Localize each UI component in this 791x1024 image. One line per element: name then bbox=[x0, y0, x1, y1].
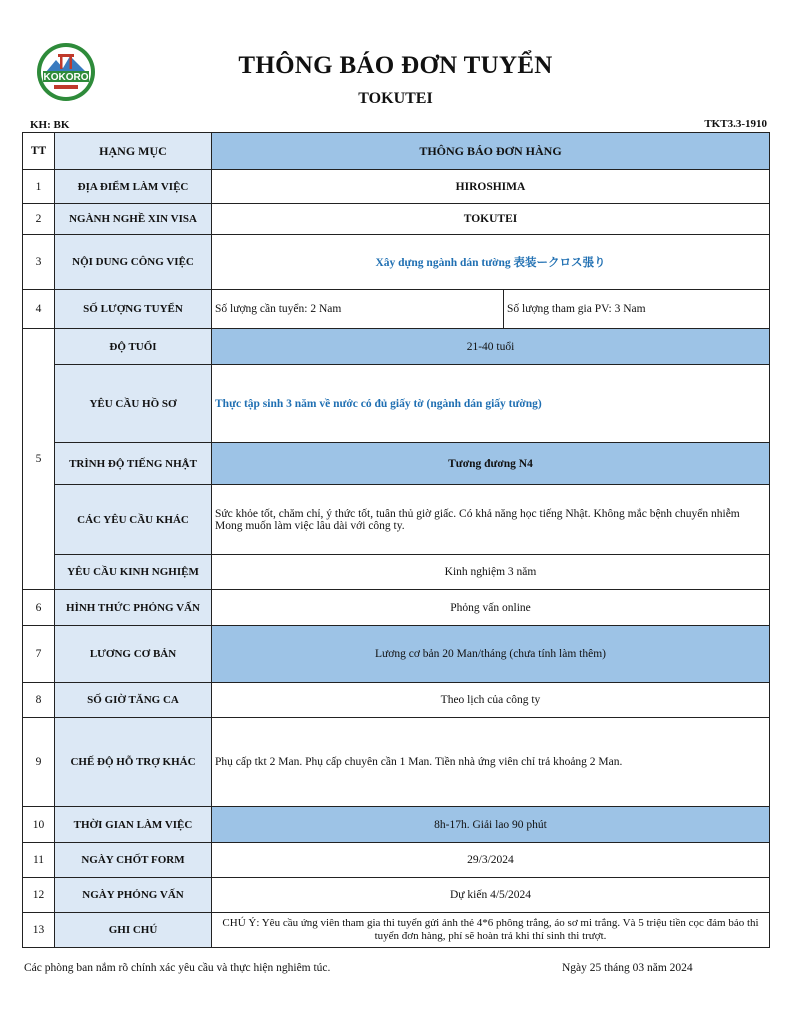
row-category: CÁC YÊU CẦU KHÁC bbox=[55, 485, 212, 555]
row-value: Dự kiến 4/5/2024 bbox=[212, 878, 770, 913]
table-row bbox=[23, 443, 770, 485]
footer-note: Các phòng ban nắm rõ chính xác yêu cầu và thực hiện nghiêm túc. bbox=[24, 962, 331, 974]
table-row bbox=[23, 843, 770, 878]
other-requirements-line2: Mong muốn làm việc lâu dài với công ty. bbox=[215, 519, 405, 532]
table-row bbox=[23, 626, 770, 683]
row-number: 2 bbox=[23, 204, 55, 235]
row-value: Phỏng vấn online bbox=[212, 590, 770, 626]
row-category: YÊU CẦU KINH NGHIỆM bbox=[55, 555, 212, 590]
row-value: Xây dựng ngành dán tường 表装ークロス張り bbox=[212, 235, 770, 290]
row-number: 6 bbox=[23, 590, 55, 626]
row-value: CHÚ Ý: Yêu cầu ứng viên tham gia thi tuyển gửi ảnh thẻ 4*6 phông trắng, áo sơ mi trắng. Và 5 triệu tiền cọc đảm bảo thi tuyển đơn hàng, phí sẽ hoàn trả khi thí sinh thi trượt. bbox=[212, 913, 770, 948]
row-value: Phụ cấp tkt 2 Man. Phụ cấp chuyên cần 1 Man. Tiền nhà ứng viên chỉ trả khoảng 2 Man. bbox=[212, 718, 770, 807]
table-row bbox=[23, 590, 770, 626]
row-value: Tương đương N4 bbox=[212, 443, 770, 485]
row-category: NỘI DUNG CÔNG VIỆC bbox=[55, 235, 212, 290]
header-category: HẠNG MỤC bbox=[55, 133, 212, 170]
header-tt: TT bbox=[23, 133, 55, 170]
row-value: 29/3/2024 bbox=[212, 843, 770, 878]
document-code: TKT3.3-1910 bbox=[704, 118, 767, 130]
table-row bbox=[23, 807, 770, 843]
row-number: 13 bbox=[23, 913, 55, 948]
row-value-interview: Số lượng tham gia PV: 3 Nam bbox=[504, 290, 770, 329]
row-number: 8 bbox=[23, 683, 55, 718]
row-value: Thực tập sinh 3 năm về nước có đủ giấy tờ (ngành dán giấy tường) bbox=[212, 365, 770, 443]
row-value-required: Số lượng cần tuyển: 2 Nam bbox=[212, 290, 504, 329]
row-number: 5 bbox=[23, 329, 55, 590]
header-info: THÔNG BÁO ĐƠN HÀNG bbox=[212, 133, 770, 170]
row-category: NGÀY CHỐT FORM bbox=[55, 843, 212, 878]
row-number: 3 bbox=[23, 235, 55, 290]
table-row bbox=[23, 329, 770, 365]
row-category: SỐ GIỜ TĂNG CA bbox=[55, 683, 212, 718]
footer-date: Ngày 25 tháng 03 năm 2024 bbox=[562, 962, 693, 974]
row-number: 12 bbox=[23, 878, 55, 913]
row-category: YÊU CẦU HỒ SƠ bbox=[55, 365, 212, 443]
table-row bbox=[23, 878, 770, 913]
table-row bbox=[23, 913, 770, 948]
logo-text: KOKORO bbox=[43, 72, 89, 83]
table-row bbox=[23, 555, 770, 590]
table-row bbox=[23, 718, 770, 807]
row-value: Kinh nghiệm 3 năm bbox=[212, 555, 770, 590]
row-value: HIROSHIMA bbox=[212, 170, 770, 204]
table-row bbox=[23, 683, 770, 718]
row-value: Lương cơ bản 20 Man/tháng (chưa tính làm thêm) bbox=[212, 626, 770, 683]
row-category: NGÀY PHỎNG VẤN bbox=[55, 878, 212, 913]
row-number: 1 bbox=[23, 170, 55, 204]
table-row bbox=[23, 204, 770, 235]
row-category: THỜI GIAN LÀM VIỆC bbox=[55, 807, 212, 843]
row-value: 8h-17h. Giải lao 90 phút bbox=[212, 807, 770, 843]
row-number: 9 bbox=[23, 718, 55, 807]
row-category: LƯƠNG CƠ BẢN bbox=[55, 626, 212, 683]
page-title: THÔNG BÁO ĐƠN TUYỂN bbox=[238, 52, 553, 79]
row-value: TOKUTEI bbox=[212, 204, 770, 235]
recruitment-table bbox=[22, 132, 770, 948]
row-value: Theo lịch của công ty bbox=[212, 683, 770, 718]
row-category: HÌNH THỨC PHỎNG VẤN bbox=[55, 590, 212, 626]
row-number: 10 bbox=[23, 807, 55, 843]
table-row bbox=[23, 365, 770, 443]
row-category: SỐ LƯỢNG TUYỂN bbox=[55, 290, 212, 329]
table-row bbox=[23, 235, 770, 290]
table-row bbox=[23, 170, 770, 204]
row-number: 11 bbox=[23, 843, 55, 878]
kh-label: KH: BK bbox=[30, 119, 70, 131]
row-category: TRÌNH ĐỘ TIẾNG NHẬT bbox=[55, 443, 212, 485]
page-subtitle: TOKUTEI bbox=[358, 90, 433, 107]
row-category: ĐỘ TUỔI bbox=[55, 329, 212, 365]
row-value: 21-40 tuổi bbox=[212, 329, 770, 365]
other-requirements-line1: Sức khỏe tốt, chăm chỉ, ý thức tốt, tuân thủ giờ giấc. Có khả năng học tiếng Nhật. Không mắc bệnh chuyển nhiễm bbox=[215, 507, 740, 520]
row-category: CHẾ ĐỘ HỖ TRỢ KHÁC bbox=[55, 718, 212, 807]
row-number: 7 bbox=[23, 626, 55, 683]
table-row bbox=[23, 485, 770, 555]
row-category: GHI CHÚ bbox=[55, 913, 212, 948]
row-category: NGÀNH NGHỀ XIN VISA bbox=[55, 204, 212, 235]
row-value bbox=[212, 485, 770, 555]
table-header-row bbox=[23, 133, 770, 170]
row-number: 4 bbox=[23, 290, 55, 329]
row-category: ĐỊA ĐIỂM LÀM VIỆC bbox=[55, 170, 212, 204]
table-row bbox=[23, 290, 770, 329]
